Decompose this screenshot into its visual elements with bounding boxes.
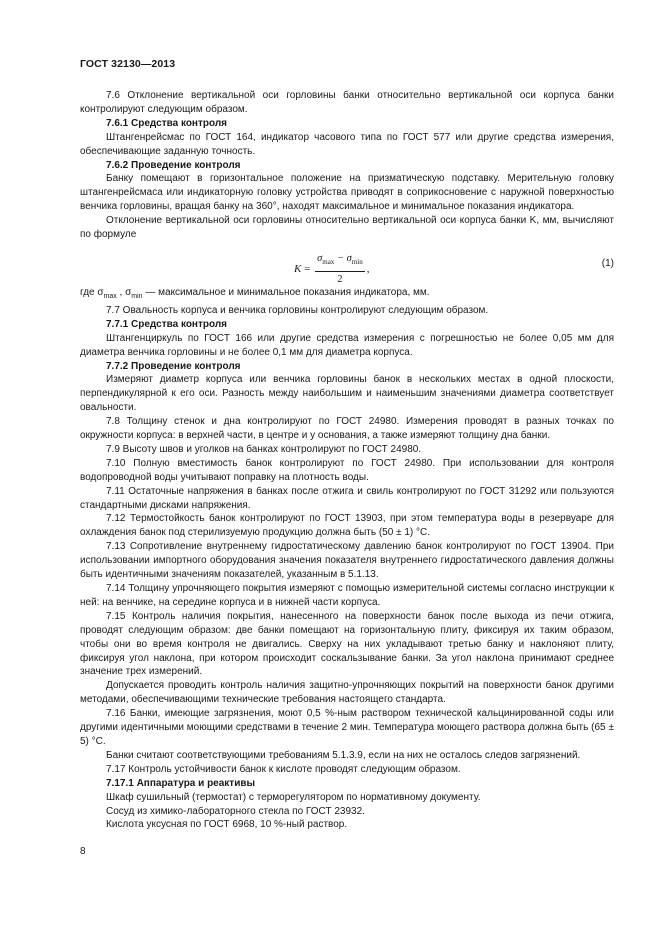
formula-number: (1) (601, 257, 614, 269)
heading-7-6-2: 7.6.2 Проведение контроля (106, 159, 241, 171)
formula-comma: , (366, 262, 370, 275)
sigma-min: σ (346, 252, 352, 264)
para-7-16: 7.16 Банки, имеющие загрязнения, моют 0,5 %-ным раствором технической кальцинированной соды или другими идентичными моющими средствами в течение 2 мин. Температура моющего раствора должна быть (65 ± 5) °С. (80, 708, 614, 747)
sub-max: max (322, 258, 335, 267)
heading-7-17-1: 7.17.1 Аппаратура и реактивы (106, 777, 256, 789)
formula-fraction (315, 252, 365, 287)
legend-rest: — максимальное и минимальное показания индикатора, мм. (142, 286, 430, 298)
formula-lhs: K (294, 262, 302, 275)
para-7-9: 7.9 Высоту швов и уголков на банках контролируют по ГОСТ 24980. (106, 443, 422, 455)
para-7-17: 7.17 Контроль устойчивости банок к кислоте проводят следующим образом. (106, 763, 461, 775)
para-7-14: 7.14 Толщину упрочняющего покрытия измеряют с помощью измерительной системы согласно инструкции к ней: на венчике, на середине корпуса и в нижней части корпуса. (80, 583, 614, 608)
formula-numerator (315, 252, 365, 272)
para-7-10: 7.10 Полную вместимость банок контролируют по ГОСТ 24980. При использовании для контроля водопроводной воды учитывают поправку на плотность воды. (80, 457, 614, 483)
para-7-7: 7.7 Овальность корпуса и венчика горловины контролируют следующим образом. (106, 304, 489, 316)
para-7-6: 7.6 Отклонение вертикальной оси горловины банки относительно вертикальной оси корпуса банки контролируют следующим образом. (80, 90, 614, 115)
para-7-7-1: Штангенциркуль по ГОСТ 166 или другие средства измерения с погрешностью не более 0,05 мм для диаметра венчика горловины и не более 0,1 мм для диаметра корпуса. (80, 332, 614, 358)
para-formula-intro: Отклонение вертикальной оси горловины относительно вертикальной оси корпуса банки K, мм, вычисляют по формуле (80, 215, 615, 241)
para-7-6-2: Банку помещают в горизонтальное положение на призматическую подставку. Мерительную головку штангенрейсмаса или индикаторную головку устройства приводят в соприкосновение с наружной поверхностью венчика горловины, вращая банку на 360°, находят максимальное и минимальное показания индикатора. (80, 173, 614, 213)
heading-7-7-2: 7.7.2 Проведение контроля (106, 360, 241, 372)
para-7-13: 7.13 Сопротивление внутреннему гидростатическому давлению банок контролируют по ГОСТ 13904. При использовании импортного оборудования значения показателя внутреннего гидростатического давления должны быть идентичными значениям показателей, указанным в 5.1.13. (80, 541, 614, 581)
heading-7-7-1: 7.7.1 Средства контроля (106, 318, 228, 330)
legend-prefix: где σ (80, 286, 104, 298)
formula-legend (80, 286, 614, 304)
formula-denominator: 2 (337, 273, 343, 285)
para-7-16-note: Банки считают соответствующими требованиям 5.1.3.9, если на них не осталось следов загрязнений. (106, 749, 581, 761)
legend-mid: , σ (116, 286, 132, 298)
para-7-8: 7.8 Толщину стенок и дна контролируют по ГОСТ 24980. Измерения проводят в разных точках по окружности корпуса: в верхней части, в центре и у основания, а также измеряют толщину дна банки. (80, 416, 614, 442)
para-equipment-vessel: Сосуд из химико-лабораторного стекла по ГОСТ 23932. (106, 805, 365, 817)
para-7-7-2: Измеряют диаметр корпуса или венчика горловины банок в нескольких местах в одной плоскости, перпендикулярной к его оси. Разность между наибольшим и наименьшим значениями диаметра соответствует овальности. (80, 374, 614, 414)
formula-1 (80, 245, 614, 285)
para-7-11: 7.11 Остаточные напряжения в банках после отжига и свиль контролируют по ГОСТ 31292 или пользуются стандартными дисками напряжения. (80, 485, 614, 511)
para-equipment-acid: Кислота уксусная по ГОСТ 6968, 10 %-ный раствор. (106, 819, 348, 831)
standard-header: ГОСТ 32130—2013 (80, 58, 176, 70)
sub-min: min (351, 258, 363, 267)
para-7-15: 7.15 Контроль наличия покрытия, нанесенного на поверхности банок после выхода из печи отжига, проводят следующим образом: две банки помещают на горизонтальную плиту, фиксируя их таким образом, чтобы они во время контроля не двигались. Сверху на них укладывают третью банку и наклоняют плиту, фиксируя угол наклона, при котором происходит соскальзывание банки. За угол наклона принимают среднее значение трех измерений. (80, 610, 614, 678)
para-7-15-note: Допускается проводить контроль наличия защитно-упрочняющих покрытий на поверхности банок другими методами, обеспечивающими технические требования настоящего стандарта. (80, 680, 614, 706)
para-7-6-1: Штангенрейсмас по ГОСТ 164, индикатор часового типа по ГОСТ 577 или другие средства измерения, обеспечивающие заданную точность. (80, 131, 614, 157)
legend-sub-max: max (103, 292, 117, 300)
page-number: 8 (80, 846, 86, 857)
minus-sign: − (334, 252, 347, 264)
para-equipment-oven: Шкаф сушильный (термостат) с терморегулятором по нормативному документу. (106, 791, 481, 803)
formula-equals: = (301, 262, 314, 275)
para-7-12: 7.12 Термостойкость банок контролируют по ГОСТ 13903, при этом температура воды в резервуаре для охлаждения банок под стерилизуемую продукцию должна быть (50 ± 1) °С. (80, 513, 614, 539)
heading-7-6-1: 7.6.1 Средства контроля (106, 117, 228, 129)
sigma-max: σ (317, 252, 323, 264)
legend-sub-min: min (131, 292, 143, 300)
formula-expression (294, 252, 369, 287)
document-body (80, 89, 614, 832)
